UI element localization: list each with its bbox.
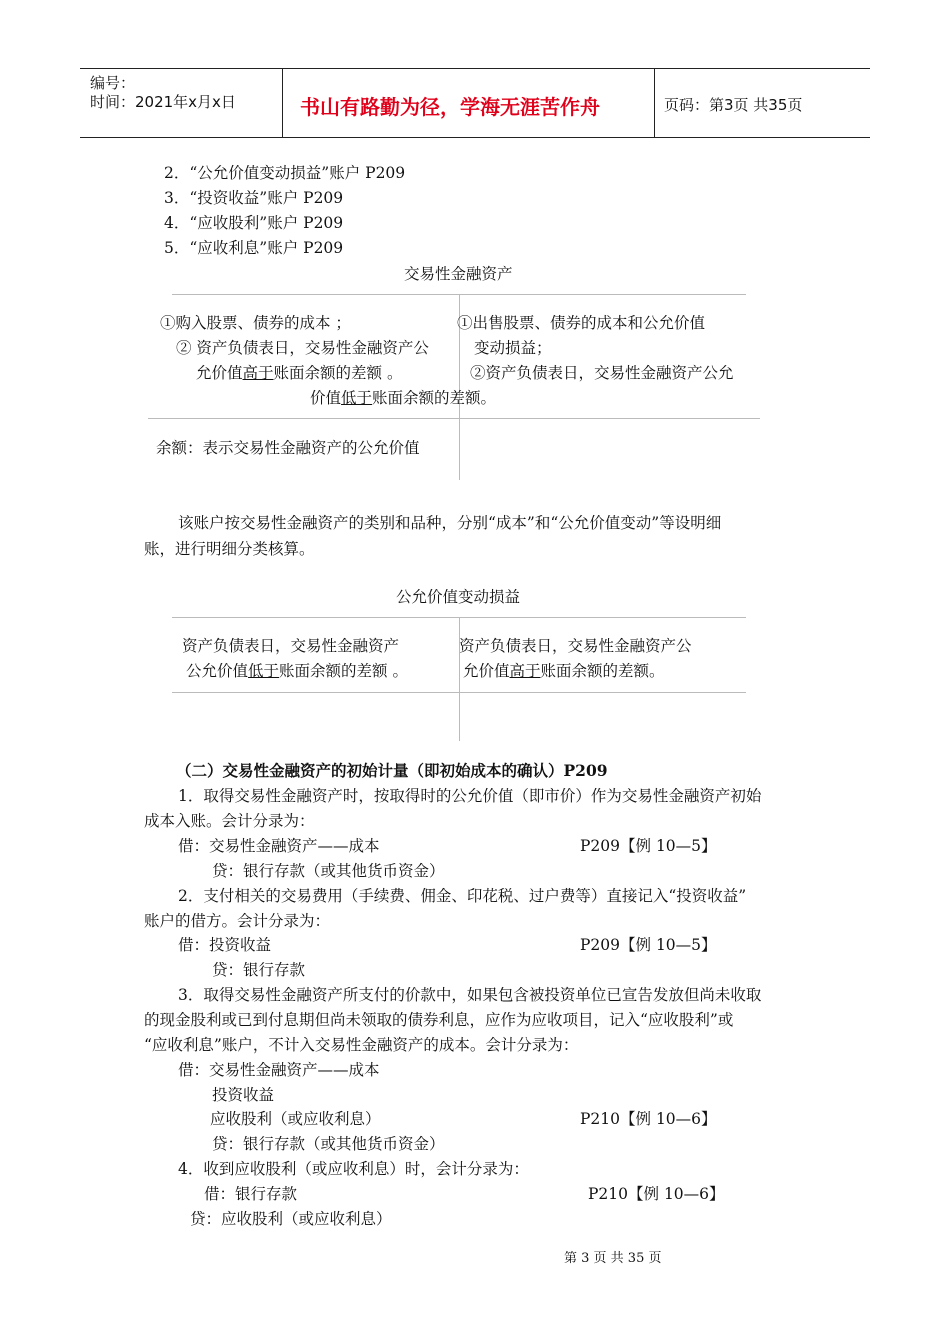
t-account-balance-line (148, 418, 760, 419)
t-account-credit-line: 价值低于账面余额的差额。 (310, 389, 497, 407)
t-account-credit-line: ①出售股票、债券的成本和公允价值 (457, 314, 706, 332)
t-account-bottom-line (172, 692, 746, 693)
journal-credit: 贷：银行存款 (212, 961, 306, 979)
example-reference: P209【例 10—5】 (580, 936, 717, 954)
section-heading: （二）交易性金融资产的初始计量（即初始成本的确认）P209 (176, 761, 608, 780)
header-number-label: 编号： (90, 74, 136, 92)
t-account-debit-line: 资产负债表日，交易性金融资产 (182, 637, 400, 655)
t-account-debit-line: ② 资产负债表日，交易性金融资产公 (176, 339, 429, 357)
list-item: 4．“应收股利”账户 P209 (164, 214, 344, 232)
journal-debit: 借：交易性金融资产——成本 (178, 837, 380, 855)
journal-credit: 贷：应收股利（或应收利息） (190, 1210, 392, 1228)
t-account-credit-line: 允价值高于账面余额的差额。 (463, 662, 665, 680)
list-item: 3．“投资收益”账户 P209 (164, 189, 344, 207)
example-reference: P210【例 10—6】 (580, 1110, 717, 1128)
paragraph: 的现金股利或已到付息期但尚未领取的债券利息，应作为应收项目，记入“应收股利”或 (144, 1011, 734, 1029)
t-account-balance: 余额：表示交易性金融资产的公允价值 (156, 439, 420, 457)
header-page-number: 页码：第3页 共35页 (664, 96, 803, 114)
header-divider (654, 69, 655, 137)
paragraph: 3．取得交易性金融资产所支付的价款中，如果包含被投资单位已宣告发放但尚未收取 (178, 986, 762, 1004)
journal-debit: 借：银行存款 (204, 1185, 298, 1203)
t-account-credit-line: 资产负债表日，交易性金融资产公 (459, 637, 692, 655)
t-account-credit-line: 变动损益； (474, 339, 552, 357)
example-reference: P209【例 10—5】 (580, 837, 717, 855)
header-divider (282, 69, 283, 137)
t-account-title: 交易性金融资产 (404, 265, 513, 283)
paragraph: 1．取得交易性金融资产时，按取得时的公允价值（即市价）作为交易性金融资产初始 (178, 787, 762, 805)
journal-credit: 贷：银行存款（或其他货币资金） (212, 862, 445, 880)
t-account-debit-line: ①购入股票、债券的成本 ； (160, 314, 351, 332)
t-account-debit-line: 公允价值低于账面余额的差额 。 (186, 662, 408, 680)
journal-debit: 应收股利（或应收利息） (210, 1110, 381, 1128)
list-item: 5．“应收利息”账户 P209 (164, 239, 344, 257)
journal-debit: 投资收益 (212, 1086, 275, 1104)
header-date: 时间：2021年x月x日 (90, 93, 236, 111)
paragraph: “应收利息”账户，不计入交易性金融资产的成本。会计分录为： (144, 1036, 579, 1054)
t-account-credit-line: ②资产负债表日，交易性金融资产公允 (470, 364, 734, 382)
paragraph: 成本入账。会计分录为： (144, 812, 315, 830)
header-motto: 书山有路勤为径，学海无涯苦作舟 (300, 95, 600, 119)
paragraph: 账，进行明细分类核算。 (144, 540, 315, 558)
t-account-title: 公允价值变动损益 (396, 588, 521, 606)
paragraph: 账户的借方。会计分录为： (144, 912, 331, 930)
example-reference: P210【例 10—6】 (588, 1185, 725, 1203)
journal-debit: 借：交易性金融资产——成本 (178, 1061, 380, 1079)
paragraph: 2．支付相关的交易费用（手续费、佣金、印花税、过户费等）直接记入“投资收益” (178, 887, 747, 905)
paragraph: 该账户按交易性金融资产的类别和品种，分别“成本”和“公允价值变动”等设明细 (178, 514, 722, 532)
t-account-debit-line: 允价值高于账面余额的差额 。 (196, 364, 403, 382)
list-item: 2．“公允价值变动损益”账户 P209 (164, 164, 406, 182)
journal-credit: 贷：银行存款（或其他货币资金） (212, 1135, 445, 1153)
journal-debit: 借：投资收益 (178, 936, 272, 954)
paragraph: 4．收到应收股利（或应收利息）时，会计分录为： (178, 1160, 529, 1178)
page-footer: 第 3 页 共 35 页 (564, 1251, 662, 1266)
